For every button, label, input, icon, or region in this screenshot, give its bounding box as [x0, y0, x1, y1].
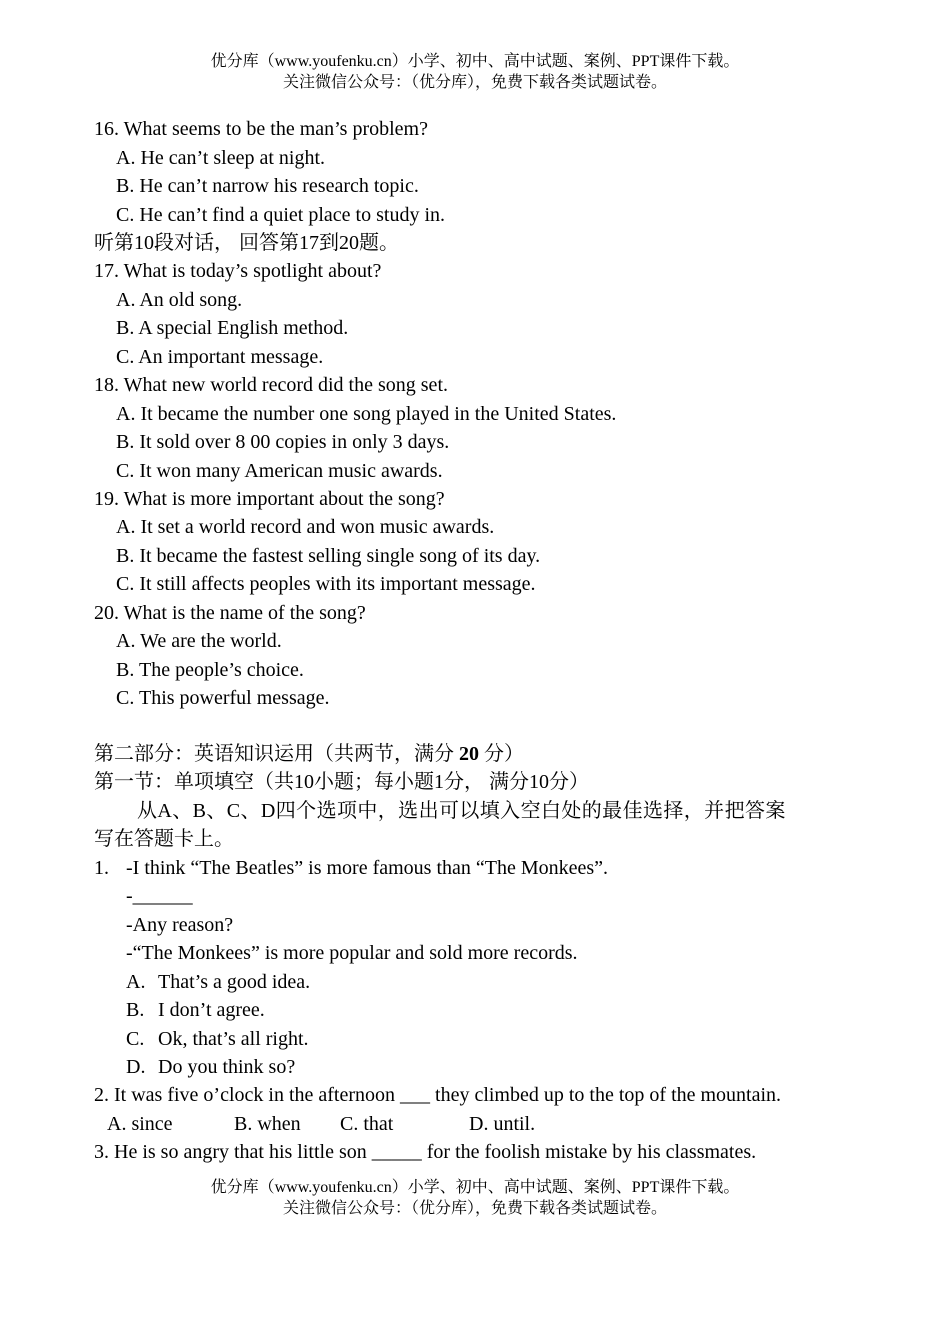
question-1-dialogue-1: -I think “The Beatles” is more famous than “The Monkees”. — [126, 857, 609, 879]
question-1-option-a — [126, 970, 310, 994]
option-text: Do you think so? — [158, 1056, 296, 1078]
question-19-stem: 19. What is more important about the song? — [94, 488, 445, 510]
question-19-option-b: B. It became the fastest selling single song of its day. — [116, 545, 541, 567]
question-1-option-b — [126, 998, 265, 1022]
part-2-title-score: 20 — [459, 743, 479, 765]
option-text: That’s a good idea. — [158, 971, 311, 993]
option-text: Ok, that’s all right. — [158, 1028, 309, 1050]
question-19-option-a: A. It set a world record and won music awards. — [116, 516, 495, 538]
question-1-dialogue-3: -Any reason? — [126, 914, 234, 936]
page-header-line-1: 优分库（www.youfenku.cn）小学、初中、高中试题、案例、PPT课件下载。 — [210, 53, 740, 70]
page-footer-line-2: 关注微信公众号：（优分库），免费下载各类试题试卷。 — [282, 1200, 667, 1217]
question-20-option-c: C. This powerful message. — [116, 687, 330, 709]
question-2-stem: 2. It was five o’clock in the afternoon ___ they climbed up to the top of the mountain. — [94, 1084, 782, 1106]
section-1-instruction-line-1: 从A、B、C、D四个选项中，选出可以填入空白处的最佳选择，并把答案 — [137, 800, 786, 822]
question-1-line-1 — [94, 856, 608, 880]
question-1-dialogue-4: -“The Monkees” is more popular and sold more records. — [126, 942, 578, 964]
question-18-option-b: B. It sold over 8 00 copies in only 3 days. — [116, 431, 450, 453]
question-19-option-c: C. It still affects peoples with its important message. — [116, 573, 536, 595]
section-1-instruction-line-2: 写在答题卡上。 — [94, 828, 234, 850]
option-label: D. — [126, 1056, 146, 1078]
question-18-option-a: A. It became the number one song played in the United States. — [116, 403, 617, 425]
question-2-option-d: D. until. — [469, 1113, 536, 1135]
part-2-title-prefix: 第二部分：英语知识运用（共两节，满分 — [94, 743, 454, 765]
question-18-option-c: C. It won many American music awards. — [116, 460, 443, 482]
question-18-stem: 18. What new world record did the song set. — [94, 374, 448, 396]
question-1-option-d — [126, 1055, 295, 1079]
question-1-dialogue-2: -______ — [126, 885, 193, 907]
question-17-option-c: C. An important message. — [116, 346, 324, 368]
question-16-option-b: B. He can’t narrow his research topic. — [116, 175, 419, 197]
question-20-option-b: B. The people’s choice. — [116, 659, 304, 681]
page-footer-line-1: 优分库（www.youfenku.cn）小学、初中、高中试题、案例、PPT课件下载。 — [210, 1179, 740, 1196]
question-1-option-c — [126, 1027, 309, 1051]
part-2-title-suffix: 分） — [484, 743, 524, 765]
section-1-title: 第一节：单项填空（共10小题；每小题1分， 满分10分） — [94, 771, 589, 793]
option-text: I don’t agree. — [158, 999, 265, 1021]
question-16-option-c: C. He can’t find a quiet place to study in. — [116, 204, 445, 226]
page-header-line-2: 关注微信公众号：（优分库），免费下载各类试题试卷。 — [282, 74, 667, 91]
question-17-option-b: B. A special English method. — [116, 317, 349, 339]
question-17-stem: 17. What is today’s spotlight about? — [94, 260, 382, 282]
question-20-option-a: A. We are the world. — [116, 630, 282, 652]
question-2-option-b: B. when — [234, 1113, 301, 1135]
question-2-options — [107, 1112, 535, 1136]
option-label: B. — [126, 999, 145, 1021]
question-16-stem: 16. What seems to be the man’s problem? — [94, 118, 428, 140]
question-16-option-a: A. He can’t sleep at night. — [116, 147, 326, 169]
question-2-option-a: A. since — [107, 1113, 173, 1135]
part-2-title — [94, 742, 524, 766]
dialog-10-instruction: 听第10段对话， 回答第17到20题。 — [94, 232, 399, 254]
question-17-option-a: A. An old song. — [116, 289, 243, 311]
question-20-stem: 20. What is the name of the song? — [94, 602, 366, 624]
question-2-option-c: C. that — [340, 1113, 394, 1135]
option-label: A. — [126, 971, 146, 993]
question-3-stem: 3. He is so angry that his little son _____ for the foolish mistake by his classmates. — [94, 1141, 757, 1163]
question-1-number: 1. — [94, 857, 109, 879]
option-label: C. — [126, 1028, 145, 1050]
